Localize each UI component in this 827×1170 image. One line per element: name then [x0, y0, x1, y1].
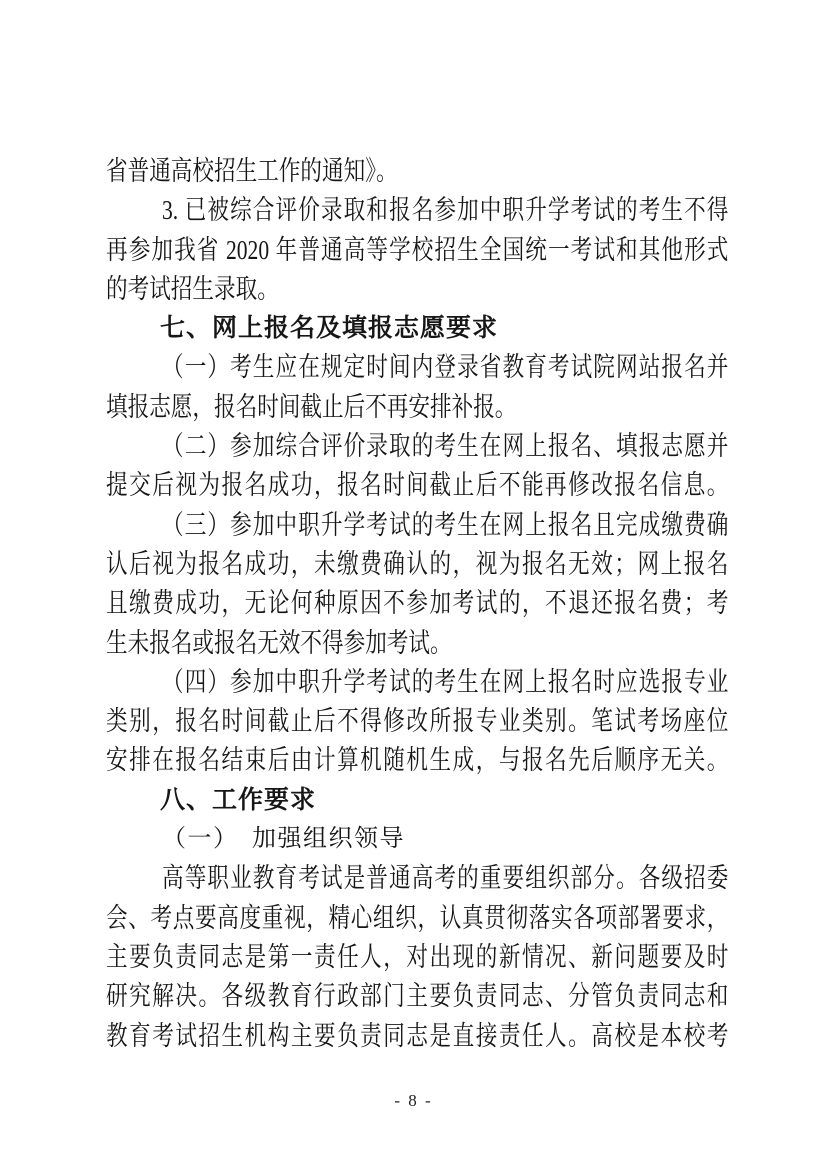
section-heading-8: 八、工作要求 — [160, 785, 317, 814]
text-line: 研究解决。各级教育行政部门主要负责同志、分管负责同志和 — [106, 981, 729, 1012]
page-number: - 8 - — [394, 1091, 433, 1110]
text-line: 认后视为报名成功，未缴费确认的，视为报名无效；网上报名 — [106, 548, 729, 579]
text-line: 会、考点要高度重视，精心组织，认真贯彻落实各项部署要求， — [106, 902, 729, 933]
text-line: 且缴费成功，无论何种原因不参加考试的，不退还报名费；考 — [106, 588, 729, 619]
section-heading-7: 七、网上报名及填报志愿要求 — [160, 314, 499, 343]
sub-heading: （一） 加强组织领导 — [162, 826, 405, 853]
text-line: 省普通高校招生工作的通知》。 — [106, 156, 398, 186]
text-line: 3. 已被综合评价录取和报名参加中职升学考试的考生不得 — [162, 195, 729, 226]
text-line: 主要负责同志是第一责任人，对出现的新情况、新问题要及时 — [106, 941, 729, 972]
text-line: 提交后视为报名成功，报名时间截止后不能再修改报名信息。 — [106, 470, 729, 501]
text-line: 类别，报名时间截止后不得修改所报专业类别。笔试考场座位 — [106, 706, 729, 737]
text-line: （四）参加中职升学考试的考生在网上报名时应选报专业 — [162, 666, 729, 697]
text-line: （一）考生应在规定时间内登录省教育考试院网站报名并 — [162, 352, 729, 383]
text-line: （三）参加中职升学考试的考生在网上报名且完成缴费确 — [162, 509, 729, 540]
text-line: （二）参加综合评价录取的考生在网上报名、填报志愿并 — [162, 431, 729, 462]
text-line: 生未报名或报名无效不得参加考试。 — [106, 627, 452, 658]
text-line: 安排在报名结束后由计算机随机生成，与报名先后顺序无关。 — [106, 745, 729, 776]
text-line: 高等职业教育考试是普通高考的重要组织部分。各级招委 — [162, 863, 729, 894]
text-line: 填报志愿，报名时间截止后不再安排补报。 — [106, 391, 517, 422]
text-line: 教育考试招生机构主要负责同志是直接责任人。高校是本校考 — [106, 1020, 729, 1051]
text-line: 再参加我省 2020 年普通高等学校招生全国统一考试和其他形式 — [106, 234, 729, 265]
text-line: 的考试招生录取。 — [106, 273, 279, 304]
document-body — [106, 152, 728, 1056]
